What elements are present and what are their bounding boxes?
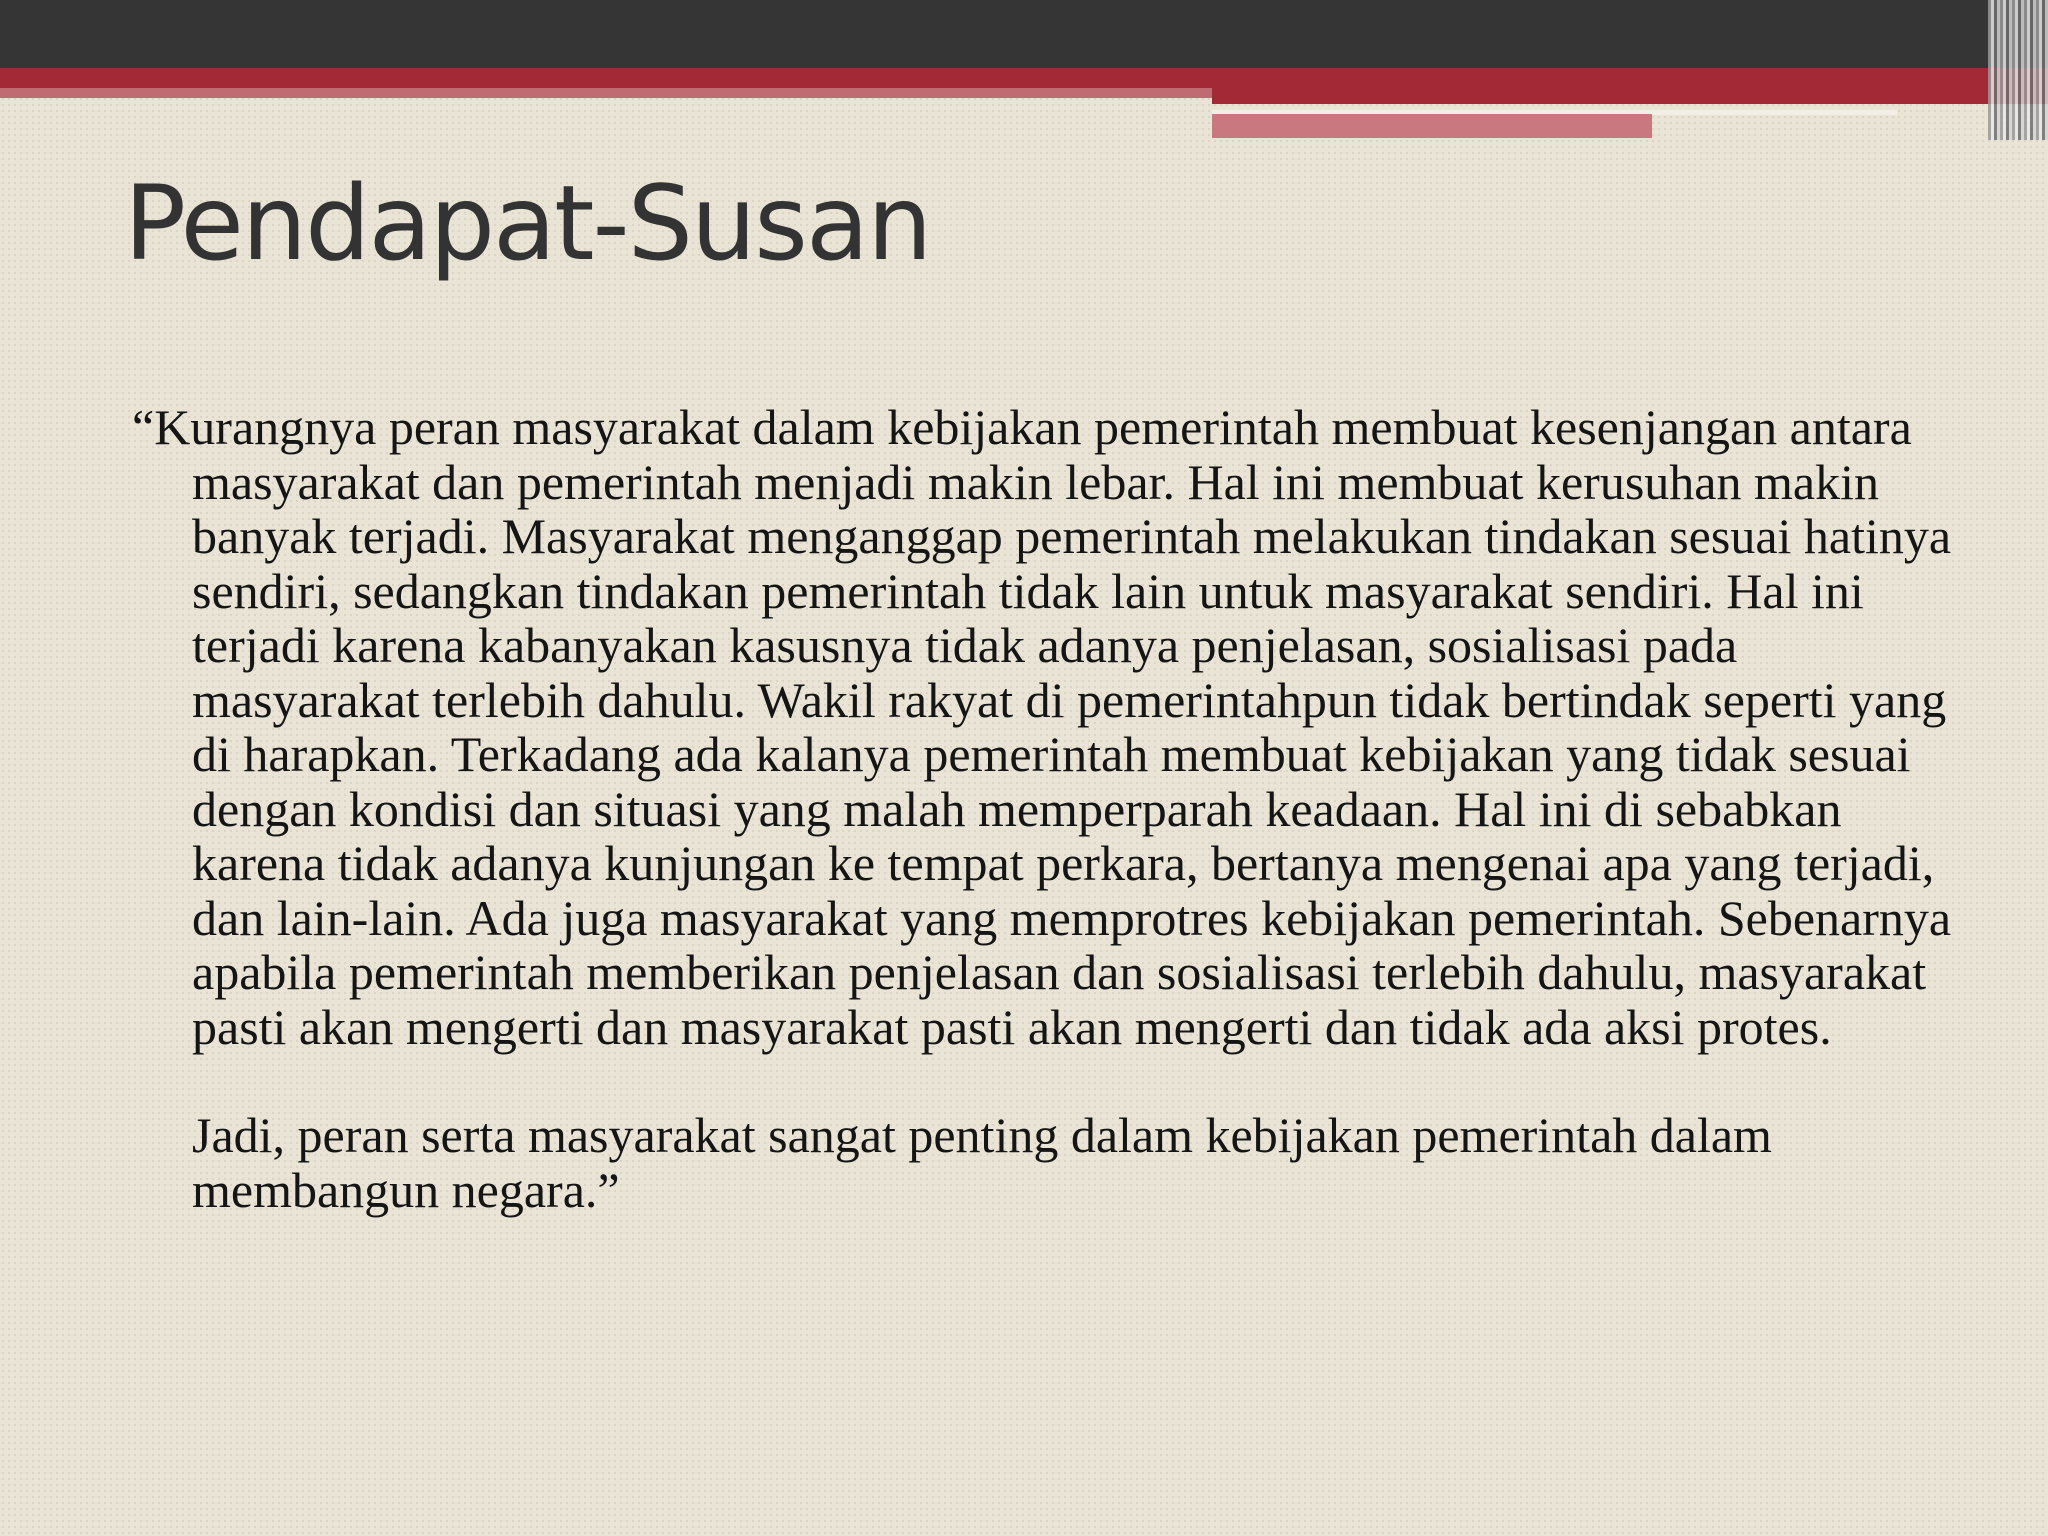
header-edge-stripes	[1988, 0, 2048, 140]
header-pink-strip-right	[1212, 114, 1652, 138]
header-red-band-step	[1212, 90, 2048, 104]
quote-body	[132, 400, 1972, 1217]
slide-title: Pendapat-Susan	[124, 164, 931, 284]
header-pink-strip	[0, 88, 1212, 98]
quote-paragraph-conclusion: Jadi, peran serta masyarakat sangat penting dalam kebijakan pemerintah dalam membangun negara.”	[192, 1107, 1772, 1218]
quote-paragraph-main: “Kurangnya peran masyarakat dalam kebijakan pemerintah membuat kesenjangan antara masyarakat dan pemerintah menjadi makin lebar. Hal ini membuat kerusuhan makin banyak terjadi. Masyarakat menganggap pemerintah melakukan tindakan sesuai hatinya sendiri, sedangkan tindakan pemerintah tidak lain untuk masyarakat sendiri. Hal ini terjadi karena kabanyakan kasusnya tidak adanya penjelasan, sosialisasi pada masyarakat terlebih dahulu. Wakil rakyat di pemerintahpun tidak bertindak seperti yang di harapkan. Terkadang ada kalanya pemerintah membuat kebijakan yang tidak sesuai dengan kondisi dan situasi yang malah memperparah keadaan. Hal ini di sebabkan karena tidak adanya kunjungan ke tempat perkara, bertanya mengenai apa yang terjadi, dan lain-lain. Ada juga masyarakat yang memprotres kebijakan pemerintah. Sebenarnya apabila pemerintah memberikan penjelasan dan sosialisasi terlebih dahulu, masyarakat pasti akan mengerti dan masyarakat pasti akan mengerti dan tidak ada aksi protes.	[132, 399, 1952, 1055]
header-dark-bar	[0, 0, 2048, 68]
header-red-band	[0, 68, 2048, 90]
